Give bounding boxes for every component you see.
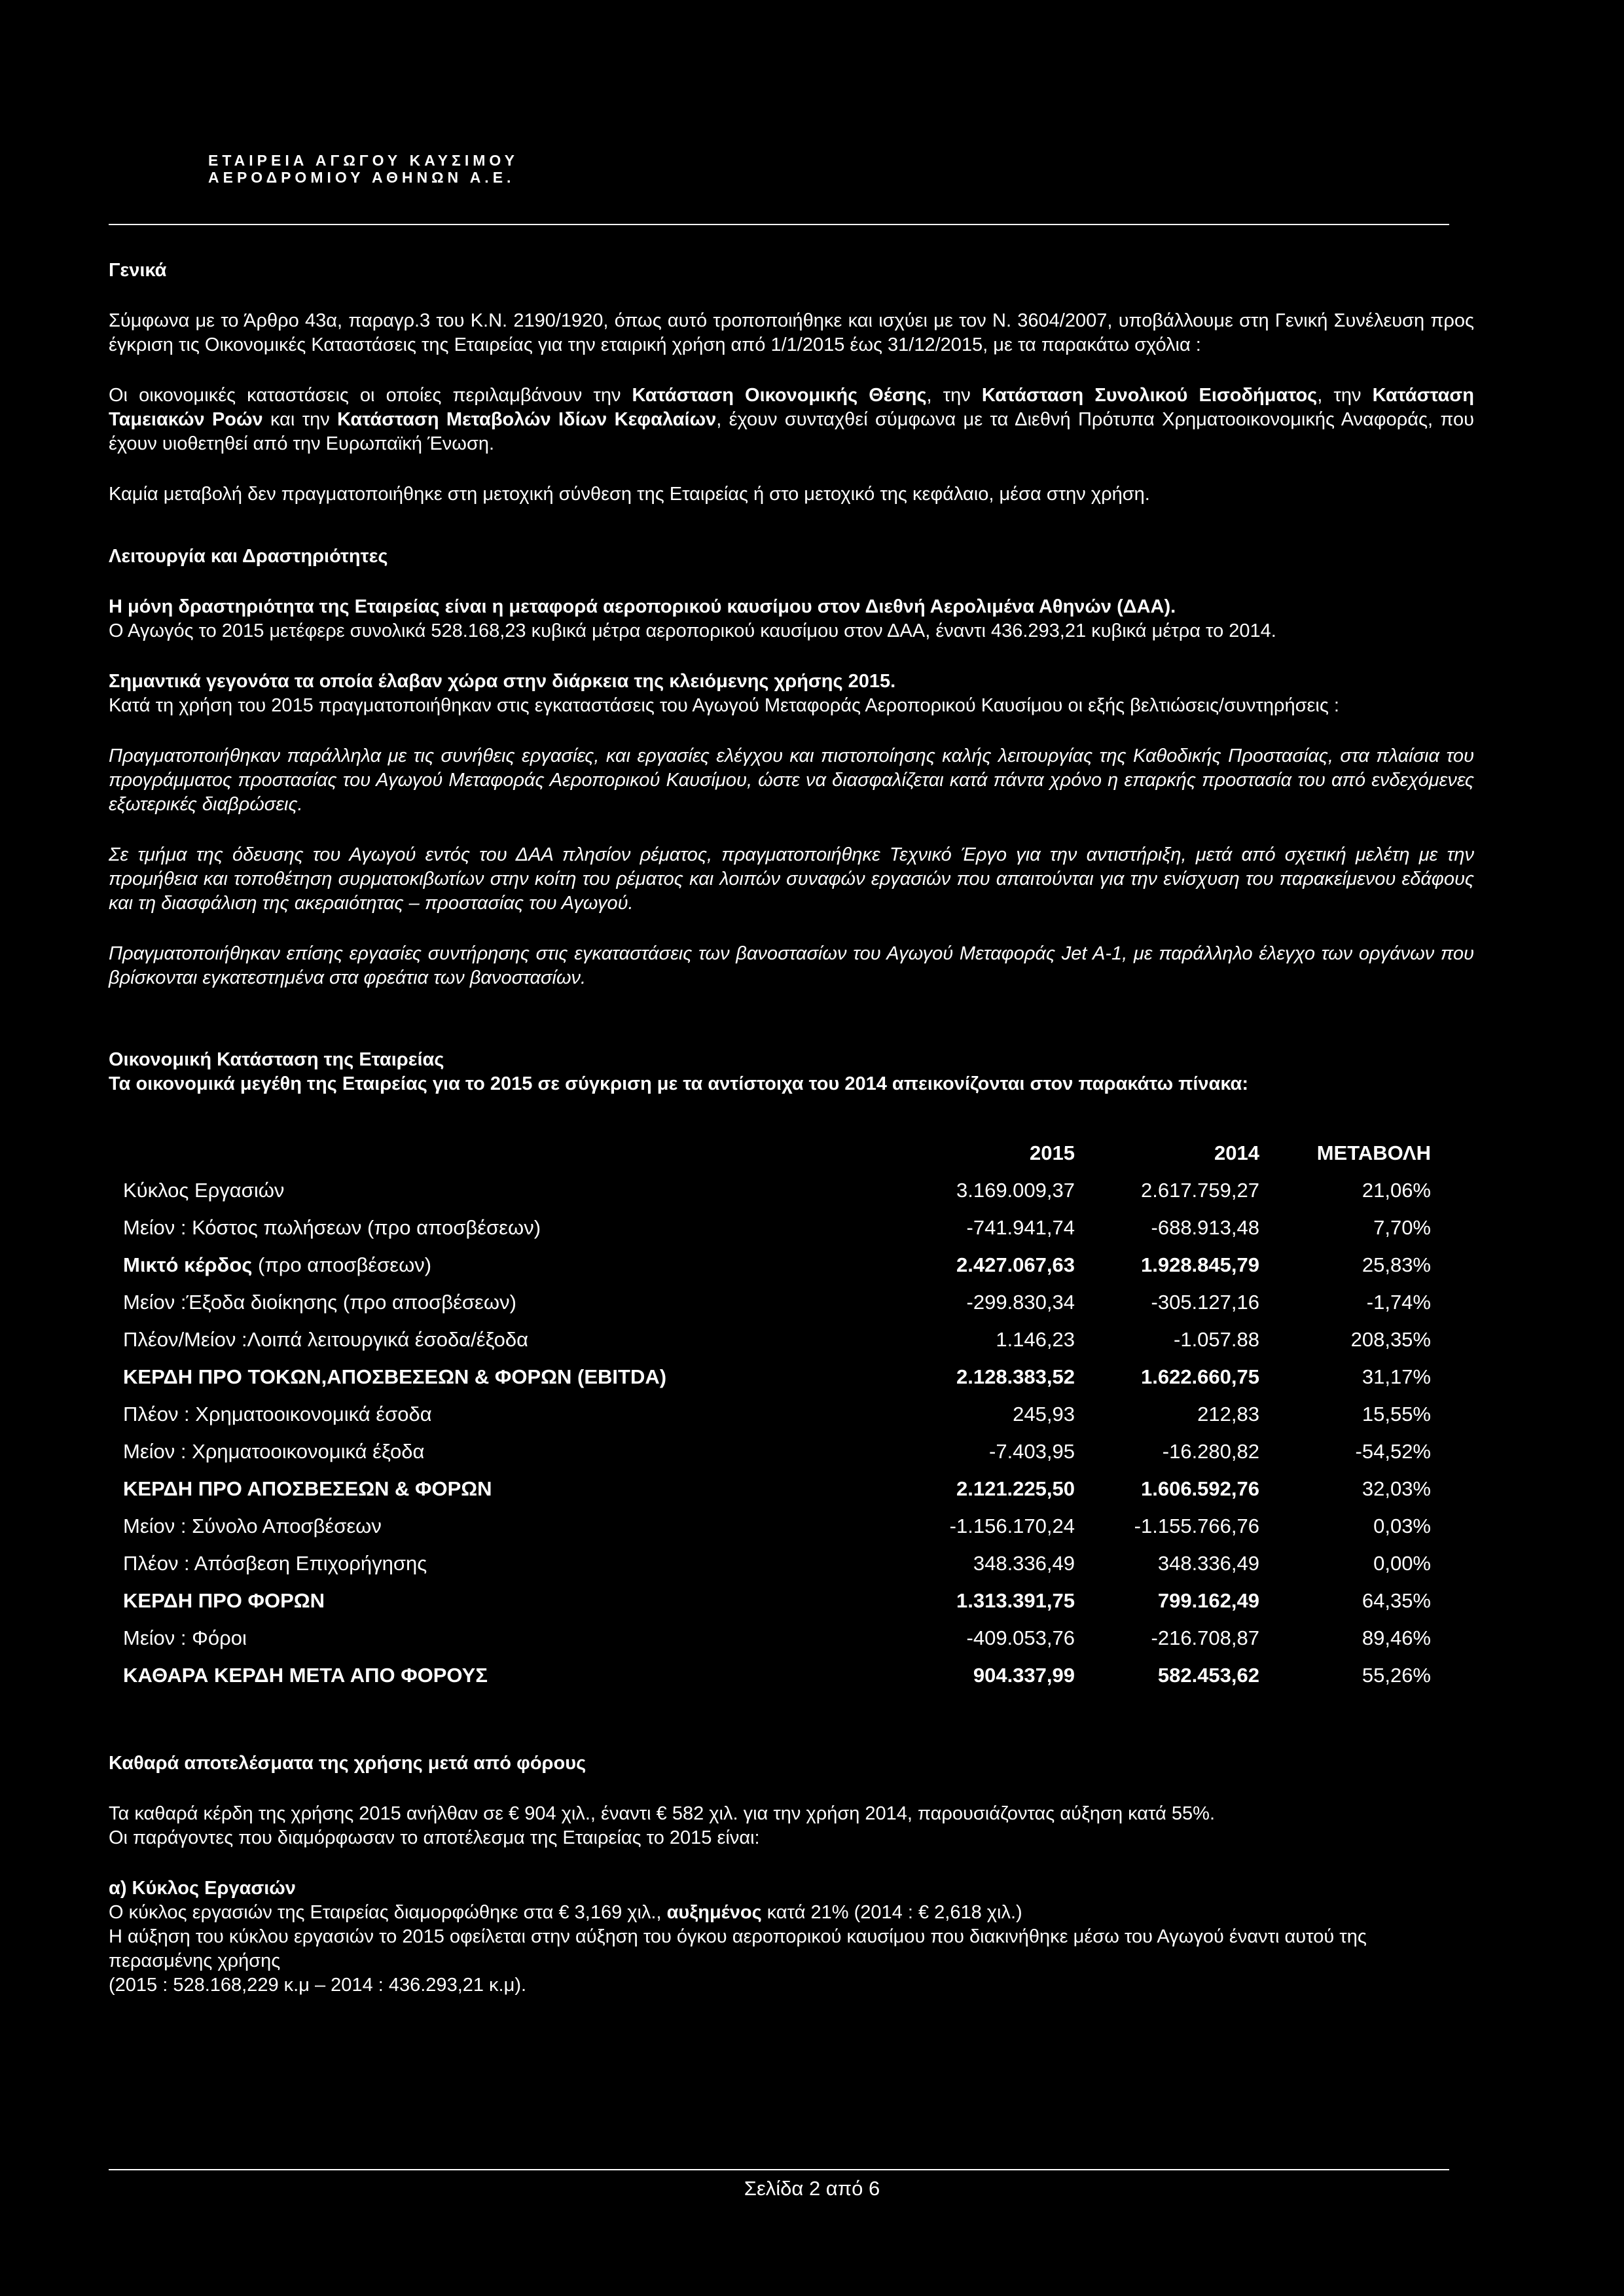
cell-2015: 2.128.383,52 [956, 1365, 1075, 1388]
cell-2015: 1.313.391,75 [956, 1589, 1075, 1612]
cell-2014: 1.606.592,76 [1140, 1477, 1259, 1500]
cell-change: 21,06% [1362, 1179, 1431, 1202]
company-name-line-2: ΑΕΡΟΔΡΟΜΙΟΥ ΑΘΗΝΩΝ Α.Ε. [208, 169, 515, 186]
volume-statement: Ο Αγωγός το 2015 μετέφερε συνολικά 528.168,23 κυβικά μέτρα αεροπορικού καυσίμου στον ΔΑΑ, έναντι 436.293,21 κυβικά μέτρα το 2014. [109, 620, 1276, 641]
results-paragraph-1: Τα καθαρά κέρδη της χρήσης 2015 ανήλθαν σε € 904 χιλ., έναντι € 582 χιλ. για την χρήση 2014, παρουσιάζοντας αύξηση κατά 55%. [109, 1803, 1216, 1824]
cell-2014: -1.057.88 [1174, 1328, 1259, 1351]
cell-2015: 245,93 [1013, 1403, 1075, 1426]
row-label [123, 1433, 873, 1470]
row-label-extra: (προ αποσβέσεων) [252, 1253, 432, 1276]
p2-bold-2: Κατάσταση Συνολικού Εισοδήματος [981, 385, 1318, 406]
cell-2014: 799.162,49 [1157, 1589, 1259, 1612]
cell-change: 89,46% [1362, 1626, 1431, 1649]
cell-change: 31,17% [1362, 1365, 1431, 1388]
table-row [123, 1283, 1431, 1321]
cell-2015: 348.336,49 [973, 1552, 1075, 1575]
cell-2015: 2.121.225,50 [956, 1477, 1075, 1500]
row-label [123, 1209, 873, 1246]
table-row [123, 1507, 1431, 1545]
p2-text-5: , έχουν συνταχθεί σύμφωνα με τα Διεθνή Πρότυπα Χρηματοοικονομικής Αναφοράς, που έχουν υιοθετηθεί από την Ευρωπαϊκή Ένωση. [109, 409, 1474, 454]
cell-change: 64,35% [1362, 1589, 1431, 1612]
cell-change: 7,70% [1373, 1216, 1431, 1239]
cell-2014: -16.280,82 [1162, 1440, 1259, 1463]
cell-2014: 212,83 [1197, 1403, 1259, 1426]
row-label-text: Πλέον : Απόσβεση Επιχορήγησης [123, 1552, 427, 1575]
cell-change: -1,74% [1366, 1291, 1431, 1314]
turnover-bold: αυξημένος [666, 1902, 762, 1923]
cell-change: 32,03% [1362, 1477, 1431, 1500]
cell-change: 0,03% [1373, 1515, 1431, 1537]
table-row [123, 1619, 1431, 1657]
p2-bold-3: Κατάσταση Ταμειακών Ροών [109, 385, 1474, 430]
p2-text-3: , την [1317, 385, 1373, 406]
row-label-text: Μείον :Έξοδα διοίκησης (προ αποσβέσεων) [123, 1291, 516, 1314]
turnover-paragraph-3: (2015 : 528.168,229 κ.μ – 2014 : 436.293,21 κ.μ). [109, 1975, 527, 1996]
cell-2014: 348.336,49 [1157, 1552, 1259, 1575]
turnover-text-1: Ο κύκλος εργασιών της Εταιρείας διαμορφώθηκε στα € 3,169 χιλ., [109, 1902, 667, 1923]
row-label-text: ΚΕΡΔΗ ΠΡΟ ΑΠΟΣΒΕΣΕΩΝ & ΦΟΡΩΝ [123, 1477, 492, 1500]
cell-2015: -1.156.170,24 [949, 1515, 1075, 1537]
row-label-text: Μείον : Κόστος πωλήσεων (προ αποσβέσεων) [123, 1216, 541, 1239]
activity-statement: Η μόνη δραστηριότητα της Εταιρείας είναι η μεταφορά αεροπορικού καυσίμου στον Διεθνή Αερολιμένα Αθηνών (ΔΑΑ). [109, 596, 1176, 617]
event-item-1: Πραγματοποιήθηκαν παράλληλα με τις συνήθεις εργασίες, και εργασίες ελέγχου και πιστοποίησης καλής λειτουργίας της Καθοδικής Προστασίας, στα πλαίσια του προγράμματος προστασίας του Αγωγού Μεταφοράς Αεροπορικού Καυσίμου, ώστε να διασφαλίζεται κατά πάντα χρόνο η επαρκής προστασία του από ενδεχόμενες εξωτερικές διαβρώσεις. [109, 745, 1474, 815]
header-rule [109, 224, 1449, 225]
cell-2014: -305.127,16 [1151, 1291, 1259, 1314]
general-paragraph-2 [109, 384, 1474, 456]
p2-text-1: Οι οικονομικές καταστάσεις οι οποίες περιλαμβάνουν την [109, 385, 632, 406]
row-label-text: ΚΕΡΔΗ ΠΡΟ ΤΟΚΩΝ,ΑΠΟΣΒΕΣΕΩΝ & ΦΟΡΩΝ (EBITDA) [123, 1365, 667, 1388]
cell-2015: 3.169.009,37 [956, 1179, 1075, 1202]
row-label-text: Μείον : Χρηματοοικονομικά έξοδα [123, 1440, 425, 1463]
row-label [123, 1657, 873, 1694]
cell-2015: -409.053,76 [966, 1626, 1075, 1649]
financial-table [123, 1134, 1431, 1694]
table-row [123, 1470, 1431, 1507]
general-paragraph-3: Καμία μεταβολή δεν πραγματοποιήθηκε στη μετοχική σύνθεση της Εταιρείας ή στο μετοχικό της κεφάλαιο, μέσα στην χρήση. [109, 484, 1150, 505]
header-change: ΜΕΤΑΒΟΛΗ [1316, 1141, 1431, 1164]
table-row [123, 1545, 1431, 1582]
row-label-text: ΚΕΡΔΗ ΠΡΟ ΦΟΡΩΝ [123, 1589, 325, 1612]
row-label-text: Πλέον/Μείον :Λοιπά λειτουργικά έσοδα/έξοδα [123, 1328, 529, 1351]
header-2015: 2015 [1030, 1141, 1075, 1164]
row-label [123, 1172, 873, 1209]
row-label [123, 1246, 873, 1283]
row-label [123, 1470, 873, 1507]
table-row [123, 1246, 1431, 1283]
main-content [109, 259, 1474, 1998]
p2-text-4: και την [262, 409, 338, 430]
cell-2015: 1.146,23 [996, 1328, 1075, 1351]
cell-2015: 2.427.067,63 [956, 1253, 1075, 1276]
section-title-operations: Λειτουργία και Δραστηριότητες [109, 546, 388, 567]
footer-rule [109, 2169, 1449, 2170]
section-title-results: Καθαρά αποτελέσματα της χρήσης μετά από φόρους [109, 1753, 586, 1774]
row-label-text: Μείον : Σύνολο Αποσβέσεων [123, 1515, 382, 1537]
p2-bold-1: Κατάσταση Οικονομικής Θέσης [632, 385, 927, 406]
p2-bold-4: Κατάσταση Μεταβολών Ιδίων Κεφαλαίων [337, 409, 717, 430]
event-item-2: Σε τμήμα της όδευσης του Αγωγού εντός του ΔΑΑ πλησίον ρέματος, πραγματοποιήθηκε Τεχνικό Έργο για την αντιστήριξη, μετά από σχετική μελέτη με την προμήθεια και τοποθέτηση συρματοκιβωτίων στην κοίτη του ρέματος και λοιπών συναφών εργασιών που απαιτούνται για την ενίσχυση του παρακείμενου εδάφους και τη διασφάλιση της ακεραιότητας – προστασίας του Αγωγού. [109, 844, 1474, 914]
turnover-paragraph-1 [109, 1901, 1474, 1925]
cell-change: 55,26% [1362, 1664, 1431, 1687]
row-label [123, 1358, 873, 1395]
cell-2014: 1.928.845,79 [1140, 1253, 1259, 1276]
general-paragraph-1: Σύμφωνα με το Άρθρο 43α, παραγρ.3 του Κ.Ν. 2190/1920, όπως αυτό τροποποιήθηκε και ισχύει με τον Ν. 3604/2007, υποβάλλουμε στη Γενική Συνέλευση προς έγκριση τις Οικονομικές Καταστάσεις της Εταιρείας για την εταιρική χρήση από 1/1/2015 έως 31/12/2015, με τα παρακάτω σχόλια : [109, 310, 1474, 355]
cell-change: 0,00% [1373, 1552, 1431, 1575]
row-label-text: Μικτό κέρδος [123, 1253, 253, 1276]
cell-2015: -741.941,74 [966, 1216, 1075, 1239]
cell-2014: 2.617.759,27 [1140, 1179, 1259, 1202]
table-row [123, 1433, 1431, 1470]
financial-subtitle: Τα οικονομικά μεγέθη της Εταιρείας για το 2015 σε σύγκριση με τα αντίστοιχα του 2014 απεικονίζονται στον παρακάτω πίνακα: [109, 1073, 1249, 1094]
section-title-general: Γενικά [109, 260, 167, 281]
cell-2014: -1.155.766,76 [1134, 1515, 1259, 1537]
turnover-subtitle: α) Κύκλος Εργασιών [109, 1878, 296, 1899]
row-label-text: Πλέον : Χρηματοοικονομικά έσοδα [123, 1403, 432, 1426]
events-title: Σημαντικά γεγονότα τα οποία έλαβαν χώρα στην διάρκεια της κλειόμενης χρήσης 2015. [109, 671, 896, 692]
row-label [123, 1395, 873, 1433]
turnover-paragraph-2: Η αύξηση του κύκλου εργασιών το 2015 οφείλεται στην αύξηση του όγκου αεροπορικού καυσίμου που διακινήθηκε μέσω του Αγωγού έναντι αυτού της περασμένης χρήσης [109, 1926, 1367, 1971]
events-intro: Κατά τη χρήση του 2015 πραγματοποιήθηκαν στις εγκαταστάσεις του Αγωγού Μεταφοράς Αεροπορικού Καυσίμου οι εξής βελτιώσεις/συντηρήσεις : [109, 695, 1339, 716]
cell-2015: -7.403,95 [989, 1440, 1075, 1463]
page-number: Σελίδα 2 από 6 [744, 2177, 880, 2200]
cell-2014: 1.622.660,75 [1140, 1365, 1259, 1388]
results-paragraph-2: Οι παράγοντες που διαμόρφωσαν το αποτέλεσμα της Εταιρείας το 2015 είναι: [109, 1827, 760, 1848]
cell-2015: 904.337,99 [973, 1664, 1075, 1687]
table-row [123, 1582, 1431, 1619]
cell-2015: -299.830,34 [966, 1291, 1075, 1314]
event-item-3: Πραγματοποιήθηκαν επίσης εργασίες συντήρησης στις εγκαταστάσεις των βανοστασίων του Αγωγού Μεταφοράς Jet A-1, με παράλληλο έλεγχο των οργάνων που βρίσκονται εγκατεστημένα στα φρεάτια των βανοστασίων. [109, 943, 1474, 988]
company-logo [208, 152, 518, 186]
cell-2014: 582.453,62 [1157, 1664, 1259, 1687]
cell-change: -54,52% [1355, 1440, 1431, 1463]
row-label [123, 1619, 873, 1657]
table-row [123, 1209, 1431, 1246]
row-label [123, 1283, 873, 1321]
row-label [123, 1507, 873, 1545]
section-title-financial: Οικονομική Κατάσταση της Εταιρείας [109, 1049, 444, 1070]
header-label [123, 1134, 873, 1172]
p2-text-2: , την [926, 385, 982, 406]
row-label-text: Μείον : Φόροι [123, 1626, 247, 1649]
table-row [123, 1321, 1431, 1358]
header-2014: 2014 [1214, 1141, 1259, 1164]
table-row [123, 1657, 1431, 1694]
table-row [123, 1172, 1431, 1209]
table-header-row [123, 1134, 1431, 1172]
row-label [123, 1582, 873, 1619]
table-row [123, 1358, 1431, 1395]
cell-change: 25,83% [1362, 1253, 1431, 1276]
cell-change: 208,35% [1350, 1328, 1431, 1351]
cell-2014: -688.913,48 [1151, 1216, 1259, 1239]
turnover-text-2: κατά 21% (2014 : € 2,618 χιλ.) [761, 1902, 1022, 1923]
row-label-text: Κύκλος Εργασιών [123, 1179, 285, 1202]
row-label [123, 1545, 873, 1582]
table-row [123, 1395, 1431, 1433]
company-name-line-1: ΕΤΑΙΡΕΙΑ ΑΓΩΓΟΥ ΚΑΥΣΙΜΟΥ [208, 152, 518, 169]
cell-change: 15,55% [1362, 1403, 1431, 1426]
row-label [123, 1321, 873, 1358]
cell-2014: -216.708,87 [1151, 1626, 1259, 1649]
row-label-text: ΚΑΘΑΡΑ ΚΕΡΔΗ ΜΕΤΑ ΑΠΟ ΦΟΡΟΥΣ [123, 1664, 488, 1687]
